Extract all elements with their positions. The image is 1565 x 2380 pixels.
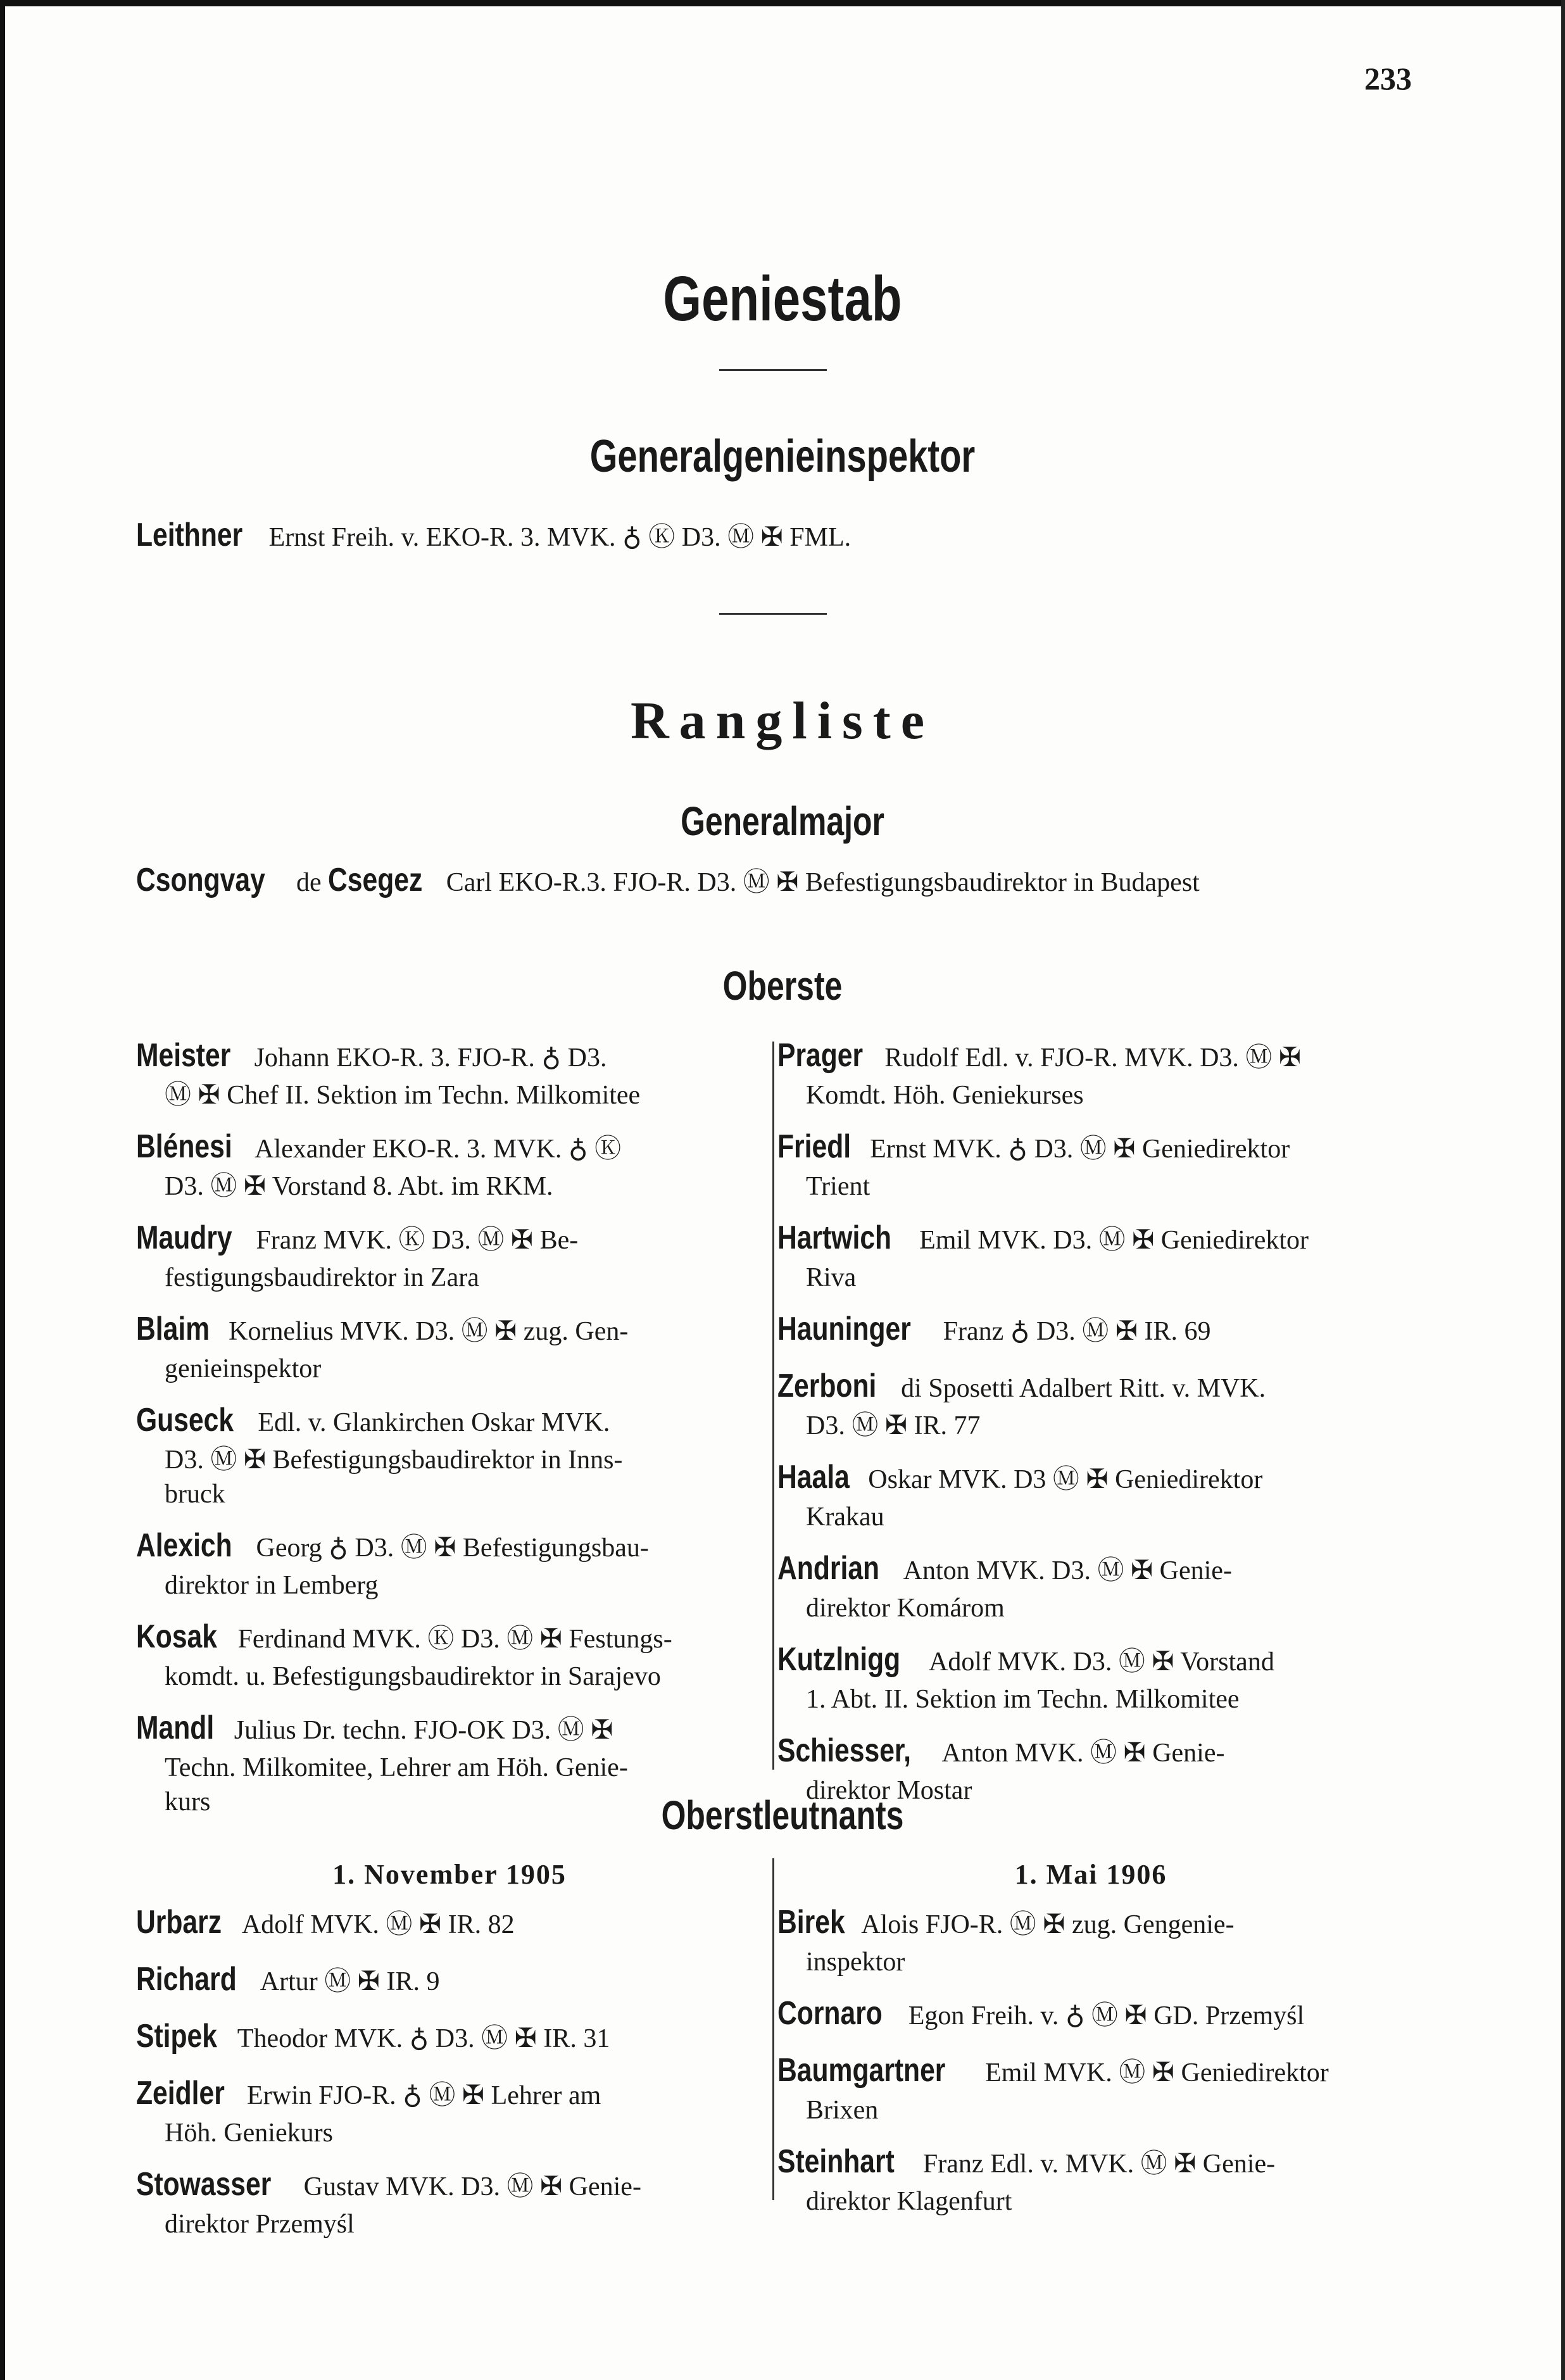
entry-continuation: Komdt. Höh. Geniekurses xyxy=(806,1081,1084,1110)
entry-continuation: Ⓜ ✠ Chef II. Sektion im Techn. Milkomitee xyxy=(165,1081,641,1110)
entry-text: Emil MVK. Ⓜ ✠ Geniedirektor xyxy=(978,2058,1329,2087)
entry-continuation: direktor Przemyśl xyxy=(165,2210,355,2239)
entry-text: Theodor MVK. ♁ D3. Ⓜ ✠ IR. 31 xyxy=(231,2024,610,2053)
entry-first-line xyxy=(777,1993,1404,2036)
entry-first-line xyxy=(777,1457,1404,1500)
heading-oberste: Oberste xyxy=(722,963,843,1009)
entry-text: Egon Freih. v. ♁ Ⓜ ✠ GD. Przemyśl xyxy=(902,2001,1305,2031)
entry-continuation: direktor in Lemberg xyxy=(165,1571,379,1600)
entry-name: Meister xyxy=(136,1037,231,1074)
entry-first-line xyxy=(136,1126,763,1169)
entry-first-line xyxy=(777,1639,1404,1682)
entry-name: Baumgartner xyxy=(777,2052,946,2089)
oberstleutnants-left-list xyxy=(136,1902,763,2241)
roster-entry xyxy=(777,1366,1404,1443)
entry-first-line xyxy=(136,1616,763,1659)
entry-first-line xyxy=(136,1902,763,1945)
entry-first-line xyxy=(136,1035,763,1078)
entry-continuation: genieinspektor xyxy=(165,1354,322,1383)
entry-text: Emil MVK. D3. Ⓜ ✠ Geniedirektor xyxy=(912,1226,1309,1255)
roster-entry xyxy=(777,1126,1404,1204)
entry-text: Johann EKO-R. 3. FJO-R. ♁ D3. xyxy=(248,1043,607,1073)
entry-text: Adolf MVK. Ⓜ ✠ IR. 82 xyxy=(236,1910,515,1939)
roster-entry xyxy=(777,2050,1404,2127)
entry-continuation: D3. Ⓜ ✠ Befestigungsbaudirektor in Inns- xyxy=(165,1445,623,1475)
roster-entry xyxy=(777,1035,1404,1112)
entry-name: Maudry xyxy=(136,1219,232,1256)
oberstleutnants-left-column xyxy=(136,1858,763,2255)
entry-leithner xyxy=(136,516,851,554)
entry-name: Birek xyxy=(777,1904,845,1941)
roster-entry xyxy=(777,1457,1404,1534)
entry-continuation: direktor Klagenfurt xyxy=(806,2187,1012,2216)
entry-first-line xyxy=(777,2050,1404,2093)
page-number: 233 xyxy=(1364,61,1412,96)
entry-continuation: direktor Komárom xyxy=(806,1594,1005,1623)
entry-first-line xyxy=(777,1548,1404,1591)
entry-name: Stipek xyxy=(136,2018,217,2055)
oberste-left-column xyxy=(136,1035,763,1833)
entry-first-line xyxy=(777,1730,1404,1773)
entry-text: Franz Edl. v. MVK. Ⓜ ✠ Genie- xyxy=(916,2150,1276,2179)
roster-entry xyxy=(136,1902,763,1945)
entry-text: Kornelius MVK. D3. Ⓜ ✠ zug. Gen- xyxy=(222,1317,629,1346)
roster-entry xyxy=(777,1218,1404,1295)
heading-oberstleutnants: Oberstleutnants xyxy=(661,1792,904,1838)
entry-first-line xyxy=(777,1035,1404,1078)
entry-name: Hartwich xyxy=(777,1219,892,1256)
roster-entry xyxy=(777,1548,1404,1625)
entry-first-line xyxy=(777,1126,1404,1169)
entry-continuation: direktor Mostar xyxy=(806,1776,972,1805)
heading-rangliste: Rangliste xyxy=(631,691,934,750)
scan-border-right xyxy=(1561,0,1565,2380)
roster-entry xyxy=(777,1639,1404,1716)
entry-text: Oskar MVK. D3 Ⓜ ✠ Geniedirektor xyxy=(861,1465,1263,1494)
column-divider xyxy=(772,1858,774,2200)
entry-first-line xyxy=(136,2073,763,2116)
entry-text: Franz MVK. Ⓚ D3. Ⓜ ✠ Be- xyxy=(249,1226,579,1255)
entry-continuation: Riva xyxy=(806,1263,857,1292)
roster-entry xyxy=(136,1035,763,1112)
heading-generalgenieinspektor: Generalgenieinspektor xyxy=(589,431,976,482)
entry-name: Kutzlnigg xyxy=(777,1641,901,1678)
entry-continuation: D3. Ⓜ ✠ Vorstand 8. Abt. im RKM. xyxy=(165,1172,553,1201)
divider-rule xyxy=(719,369,827,371)
entry-text: Alois FJO-R. Ⓜ ✠ zug. Gengenie- xyxy=(856,1910,1235,1939)
entry-name: Friedl xyxy=(777,1128,852,1165)
entry-text: Ferdinand MVK. Ⓚ D3. Ⓜ ✠ Festungs- xyxy=(231,1625,672,1654)
entry-continuation: inspektor xyxy=(806,1948,905,1977)
roster-entry xyxy=(777,1993,1404,2036)
entry-first-line xyxy=(136,2164,763,2207)
entry-first-line xyxy=(136,1525,763,1568)
entry-first-line xyxy=(136,1959,763,2002)
entry-text: Artur Ⓜ ✠ IR. 9 xyxy=(255,1967,440,1996)
entry-name: Haala xyxy=(777,1459,850,1495)
entry-text: Ernst Freih. v. EKO-R. 3. MVK. ♁ Ⓚ D3. Ⓜ ✠ FML. xyxy=(268,523,852,552)
entry-text: Rudolf Edl. v. FJO-R. MVK. D3. Ⓜ ✠ xyxy=(877,1043,1302,1073)
roster-entry xyxy=(136,1959,763,2002)
date-heading-right: 1. Mai 1906 xyxy=(1014,1859,1167,1890)
entry-name: Zeidler xyxy=(136,2075,225,2112)
entry-text: Alexander EKO-R. 3. MVK. ♁ Ⓚ xyxy=(249,1135,622,1164)
roster-entry xyxy=(136,1616,763,1694)
page-title: Geniestab xyxy=(663,263,902,334)
entry-name: Blénesi xyxy=(136,1128,232,1165)
entry-first-line xyxy=(136,1218,763,1261)
roster-entry xyxy=(777,1902,1404,1979)
roster-entry xyxy=(136,2073,763,2150)
date-heading-left: 1. November 1905 xyxy=(332,1859,567,1890)
entry-csongvay xyxy=(136,861,1200,899)
entry-text: Georg ♁ D3. Ⓜ ✠ Befestigungsbau- xyxy=(249,1533,649,1563)
entry-name: Kosak xyxy=(136,1618,217,1655)
entry-name-2: Csegez xyxy=(328,862,423,898)
entry-text: Edl. v. Glankirchen Oskar MVK. xyxy=(251,1408,610,1437)
entry-name: Alexich xyxy=(136,1527,232,1564)
entry-name: Leithner xyxy=(136,517,243,553)
oberste-right-column xyxy=(777,1035,1404,1822)
entry-continuation: komdt. u. Befestigungsbaudirektor in Sarajevo xyxy=(165,1662,661,1691)
entry-first-line xyxy=(136,1400,763,1443)
roster-entry xyxy=(136,1126,763,1204)
entry-text: di Sposetti Adalbert Ritt. v. MVK. xyxy=(894,1374,1266,1403)
entry-name: Csongvay xyxy=(136,862,265,898)
entry-text: Anton MVK. Ⓜ ✠ Genie- xyxy=(936,1739,1225,1768)
entry-name: Cornaro xyxy=(777,1995,883,2032)
entry-name: Richard xyxy=(136,1961,237,1998)
entry-continuation: Höh. Geniekurs xyxy=(165,2119,333,2148)
entry-continuation: 1. Abt. II. Sektion im Techn. Milkomitee xyxy=(806,1685,1240,1714)
entry-continuation: Brixen xyxy=(806,2096,879,2125)
entry-first-line xyxy=(136,1708,763,1751)
entry-text: Gustav MVK. D3. Ⓜ ✠ Genie- xyxy=(297,2172,641,2201)
entry-name: Steinhart xyxy=(777,2143,895,2180)
entry-first-line xyxy=(777,1218,1404,1261)
entry-continuation: Techn. Milkomitee, Lehrer am Höh. Genie- xyxy=(165,1753,628,1782)
heading-generalmajor: Generalmajor xyxy=(681,798,884,844)
entry-first-line xyxy=(777,1309,1404,1352)
entry-first-line xyxy=(136,1309,763,1352)
roster-entry xyxy=(136,1400,763,1511)
oberstleutnants-right-column xyxy=(777,1858,1404,2232)
entry-text: Julius Dr. techn. FJO-OK D3. Ⓜ ✠ xyxy=(227,1716,613,1745)
entry-text: Erwin FJO-R. ♁ Ⓜ ✠ Lehrer am xyxy=(240,2081,601,2110)
roster-entry xyxy=(777,1309,1404,1352)
entry-continuation: Trient xyxy=(806,1172,870,1201)
roster-entry xyxy=(777,2141,1404,2219)
entry-name: Blaim xyxy=(136,1311,210,1347)
roster-entry xyxy=(136,2164,763,2241)
scan-border-left xyxy=(0,0,5,2380)
entry-name: Prager xyxy=(777,1037,864,1074)
entry-name: Guseck xyxy=(136,1402,234,1439)
divider-rule xyxy=(719,613,827,615)
entry-name: Urbarz xyxy=(136,1904,222,1941)
entry-continuation: Krakau xyxy=(806,1502,884,1532)
entry-name: Schiesser, xyxy=(777,1732,911,1769)
entry-name: Andrian xyxy=(777,1550,880,1587)
entry-first-line xyxy=(777,1366,1404,1409)
entry-continuation: bruck xyxy=(165,1480,225,1509)
scan-border-top xyxy=(0,0,1565,6)
entry-text: Franz ♁ D3. Ⓜ ✠ IR. 69 xyxy=(936,1317,1211,1346)
entry-particle: de xyxy=(296,868,322,897)
roster-entry xyxy=(136,1525,763,1602)
oberstleutnants-right-list xyxy=(777,1902,1404,2219)
entry-first-line xyxy=(777,2141,1404,2184)
entry-continuation: festigungsbaudirektor in Zara xyxy=(165,1263,479,1292)
entry-name: Mandl xyxy=(136,1709,215,1746)
entry-name: Stowasser xyxy=(136,2166,272,2203)
entry-first-line xyxy=(777,1902,1404,1945)
entry-text: Adolf MVK. D3. Ⓜ ✠ Vorstand xyxy=(923,1647,1274,1677)
entry-first-line xyxy=(136,2016,763,2059)
entry-text: Anton MVK. D3. Ⓜ ✠ Genie- xyxy=(898,1556,1232,1585)
entry-name: Zerboni xyxy=(777,1368,877,1404)
entry-continuation: D3. Ⓜ ✠ IR. 77 xyxy=(806,1411,981,1440)
column-divider xyxy=(772,1042,774,1770)
roster-entry xyxy=(136,1309,763,1386)
entry-continuation: kurs xyxy=(165,1787,211,1816)
entry-text: Ernst MVK. ♁ D3. Ⓜ ✠ Geniedirektor xyxy=(863,1135,1290,1164)
roster-entry xyxy=(136,1218,763,1295)
roster-entry xyxy=(136,2016,763,2059)
entry-name: Hauninger xyxy=(777,1311,911,1347)
entry-text: Carl EKO-R.3. FJO-R. D3. Ⓜ ✠ Befestigungsbaudirektor in Budapest xyxy=(446,868,1200,897)
